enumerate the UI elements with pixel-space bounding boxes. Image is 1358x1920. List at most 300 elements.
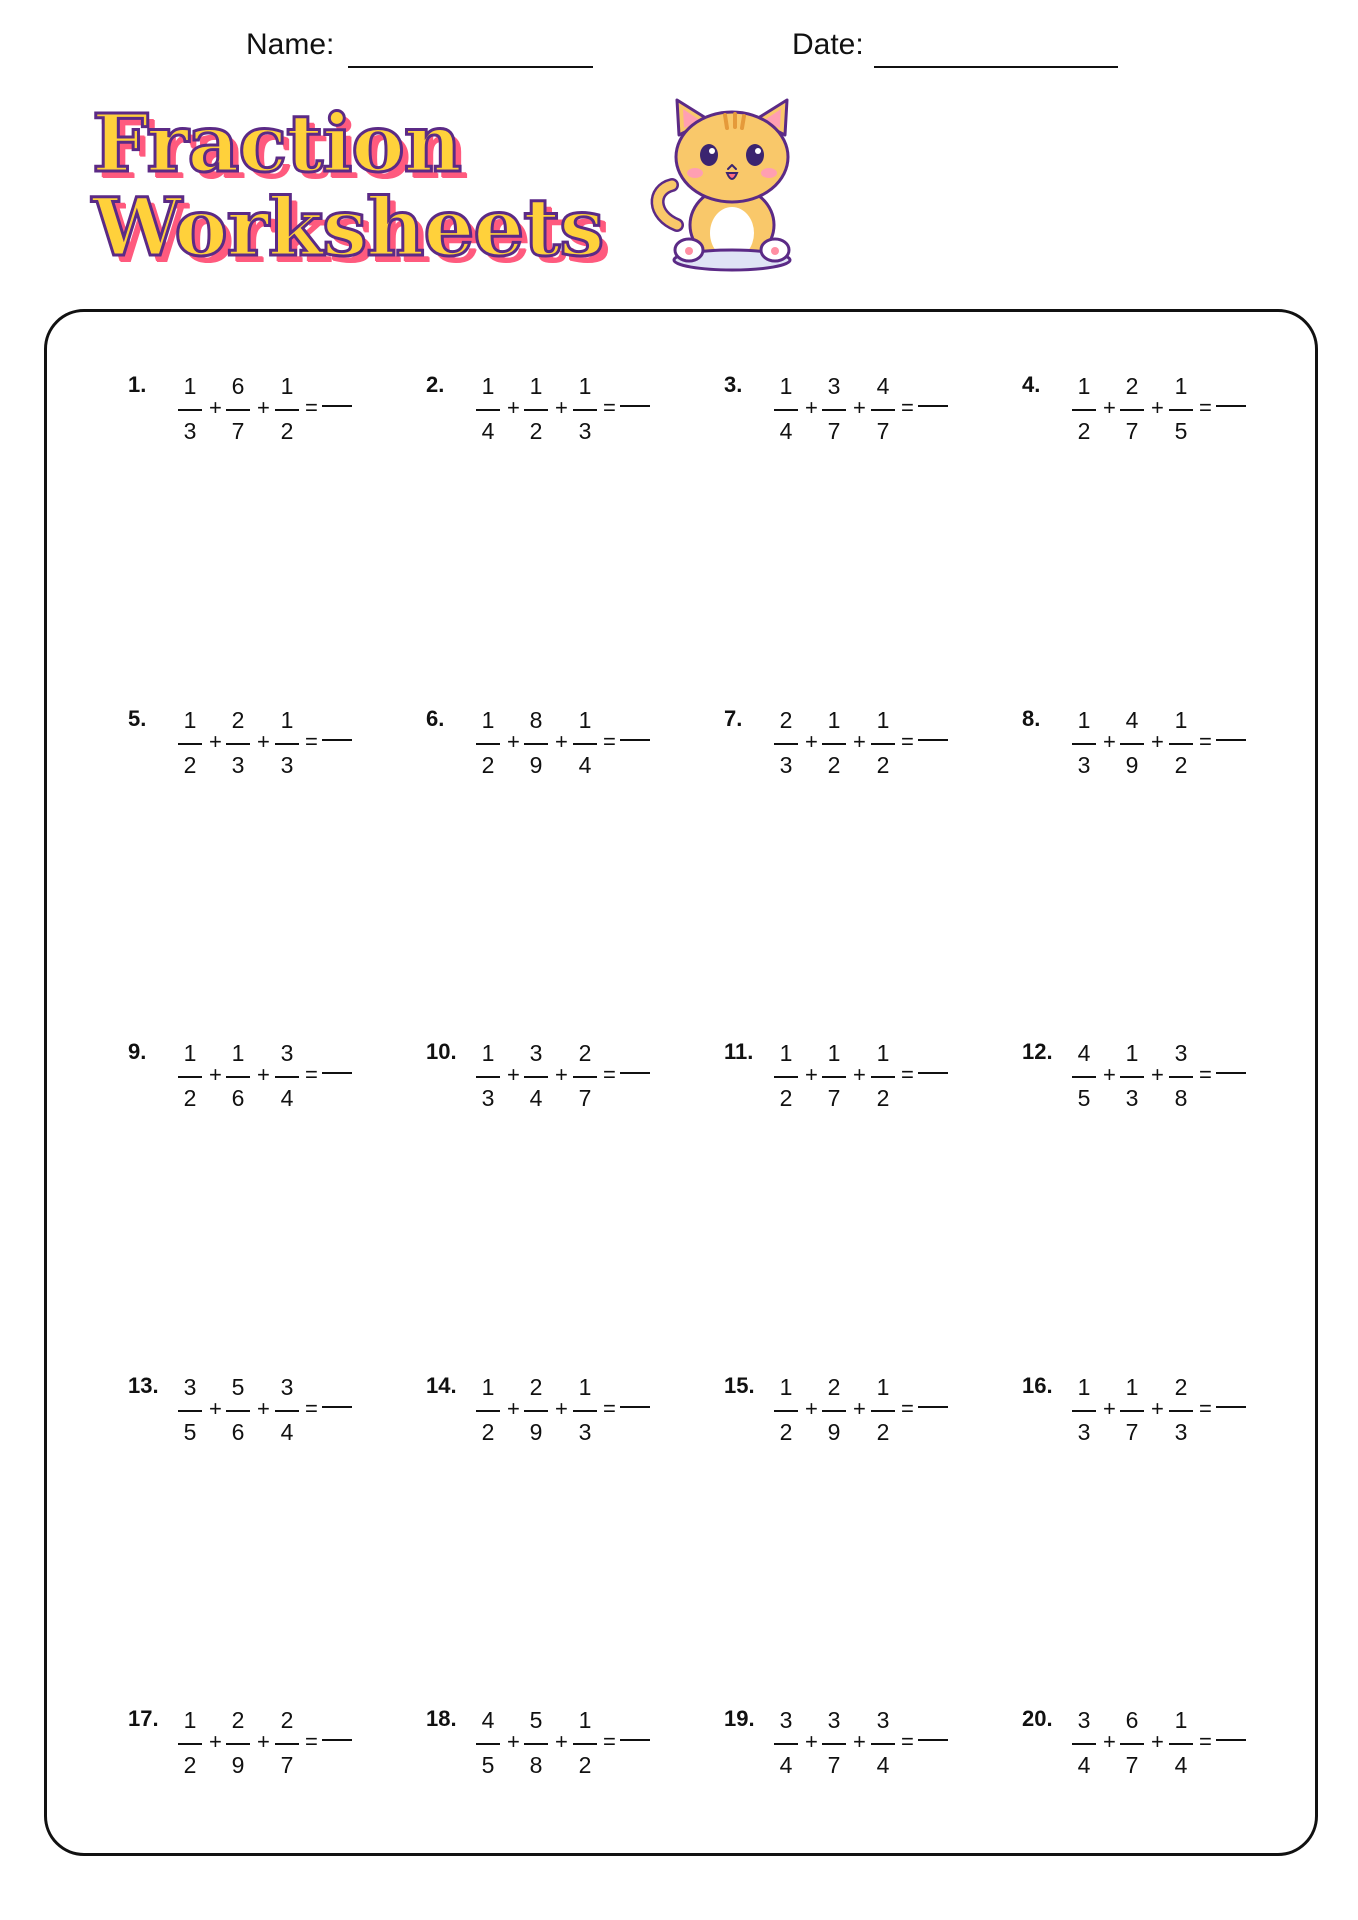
- equals-sign: =: [901, 395, 914, 420]
- fraction-bar: [573, 1076, 597, 1078]
- plus-sign: +: [853, 395, 866, 420]
- equals-sign: =: [305, 1062, 318, 1087]
- fraction-bar: [1120, 1076, 1144, 1078]
- answer-blank[interactable]: [322, 739, 352, 741]
- numerator: 1: [876, 707, 890, 733]
- denominator: 9: [231, 1752, 245, 1778]
- problem-item: [426, 1037, 666, 1127]
- equals-sign: =: [1199, 1062, 1212, 1087]
- numerator: 3: [827, 373, 841, 399]
- denominator: 9: [529, 1419, 543, 1445]
- answer-blank[interactable]: [322, 1072, 352, 1074]
- plus-sign: +: [1103, 729, 1116, 754]
- plus-sign: +: [1151, 1729, 1164, 1754]
- problem-number: 14.: [426, 1373, 457, 1398]
- problem-number: 7.: [724, 706, 743, 731]
- plus-sign: +: [805, 1062, 818, 1087]
- equals-sign: =: [305, 395, 318, 420]
- numerator: 1: [876, 1040, 890, 1066]
- fraction-bar: [275, 1743, 299, 1745]
- fraction-bar: [1072, 1410, 1096, 1412]
- numerator: 1: [1174, 1707, 1188, 1733]
- plus-sign: +: [257, 729, 270, 754]
- numerator: 1: [1125, 1040, 1139, 1066]
- equals-sign: =: [305, 1396, 318, 1421]
- problem-item: [128, 1371, 368, 1461]
- name-field[interactable]: [348, 66, 593, 68]
- cat-mascot-icon: [647, 95, 817, 275]
- answer-blank[interactable]: [620, 1739, 650, 1741]
- plus-sign: +: [555, 395, 568, 420]
- numerator: 2: [779, 707, 793, 733]
- denominator: 2: [827, 752, 841, 778]
- fraction-bar: [524, 1410, 548, 1412]
- fraction-bar: [476, 1743, 500, 1745]
- numerator: 6: [1125, 1707, 1139, 1733]
- numerator: 4: [1077, 1040, 1091, 1066]
- problem-item: [128, 370, 368, 460]
- numerator: 1: [779, 373, 793, 399]
- fraction-bar: [226, 743, 250, 745]
- plus-sign: +: [805, 1729, 818, 1754]
- denominator: 3: [578, 418, 592, 444]
- plus-sign: +: [555, 1729, 568, 1754]
- denominator: 4: [529, 1085, 543, 1111]
- fraction-bar: [178, 1743, 202, 1745]
- denominator: 3: [1077, 752, 1091, 778]
- fraction-bar: [226, 409, 250, 411]
- title-line-2: Worksheets: [92, 180, 604, 274]
- problem-number: 10.: [426, 1039, 457, 1064]
- numerator: 4: [876, 373, 890, 399]
- answer-blank[interactable]: [1216, 1739, 1246, 1741]
- answer-blank[interactable]: [918, 1739, 948, 1741]
- numerator: 3: [1077, 1707, 1091, 1733]
- numerator: 1: [231, 1040, 245, 1066]
- denominator: 8: [529, 1752, 543, 1778]
- fraction-bar: [524, 409, 548, 411]
- denominator: 2: [876, 752, 890, 778]
- plus-sign: +: [805, 1396, 818, 1421]
- problem-number: 12.: [1022, 1039, 1053, 1064]
- denominator: 9: [1125, 752, 1139, 778]
- denominator: 7: [1125, 1419, 1139, 1445]
- numerator: 1: [1077, 1374, 1091, 1400]
- numerator: 2: [231, 1707, 245, 1733]
- denominator: 3: [779, 752, 793, 778]
- denominator: 7: [231, 418, 245, 444]
- fraction-bar: [1120, 1743, 1144, 1745]
- denominator: 7: [827, 1752, 841, 1778]
- numerator: 1: [1125, 1374, 1139, 1400]
- denominator: 3: [578, 1419, 592, 1445]
- equals-sign: =: [603, 395, 616, 420]
- numerator: 5: [231, 1374, 245, 1400]
- denominator: 9: [827, 1419, 841, 1445]
- plus-sign: +: [209, 1396, 222, 1421]
- numerator: 6: [231, 373, 245, 399]
- numerator: 3: [280, 1374, 294, 1400]
- fraction-bar: [774, 409, 798, 411]
- plus-sign: +: [1151, 1062, 1164, 1087]
- fraction-bar: [1169, 743, 1193, 745]
- denominator: 7: [827, 418, 841, 444]
- problem-number: 20.: [1022, 1706, 1053, 1731]
- fraction-bar: [1169, 409, 1193, 411]
- plus-sign: +: [209, 1729, 222, 1754]
- plus-sign: +: [555, 729, 568, 754]
- header-row: [0, 28, 1358, 78]
- problem-number: 3.: [724, 372, 743, 397]
- numerator: 3: [529, 1040, 543, 1066]
- numerator: 2: [578, 1040, 592, 1066]
- plus-sign: +: [257, 1729, 270, 1754]
- problem-number: 6.: [426, 706, 445, 731]
- plus-sign: +: [1151, 395, 1164, 420]
- answer-blank[interactable]: [620, 405, 650, 407]
- answer-blank[interactable]: [918, 405, 948, 407]
- denominator: 6: [231, 1085, 245, 1111]
- fraction-bar: [774, 743, 798, 745]
- denominator: 3: [280, 752, 294, 778]
- problem-item: [426, 1704, 666, 1794]
- fraction-bar: [178, 1076, 202, 1078]
- plus-sign: +: [1103, 1729, 1116, 1754]
- fraction-bar: [1120, 743, 1144, 745]
- fraction-bar: [275, 1076, 299, 1078]
- denominator: 2: [481, 1419, 495, 1445]
- numerator: 3: [280, 1040, 294, 1066]
- numerator: 1: [183, 1707, 197, 1733]
- problem-item: [128, 704, 368, 794]
- answer-blank[interactable]: [918, 1406, 948, 1408]
- denominator: 2: [529, 418, 543, 444]
- numerator: 1: [280, 707, 294, 733]
- equals-sign: =: [1199, 1396, 1212, 1421]
- fraction-bar: [476, 1410, 500, 1412]
- denominator: 7: [1125, 1752, 1139, 1778]
- plus-sign: +: [1103, 1062, 1116, 1087]
- fraction-bar: [1120, 409, 1144, 411]
- date-label: Date:: [792, 28, 864, 61]
- problem-item: [426, 704, 666, 794]
- denominator: 3: [183, 418, 197, 444]
- fraction-bar: [1072, 743, 1096, 745]
- problem-number: 1.: [128, 372, 147, 397]
- numerator: 1: [481, 1040, 495, 1066]
- numerator: 1: [779, 1040, 793, 1066]
- fraction-bar: [822, 409, 846, 411]
- numerator: 3: [827, 1707, 841, 1733]
- denominator: 3: [1174, 1419, 1188, 1445]
- equals-sign: =: [901, 1729, 914, 1754]
- denominator: 4: [481, 418, 495, 444]
- numerator: 1: [183, 373, 197, 399]
- fraction-bar: [871, 409, 895, 411]
- fraction-bar: [774, 1743, 798, 1745]
- equals-sign: =: [1199, 1729, 1212, 1754]
- numerator: 3: [1174, 1040, 1188, 1066]
- fraction-bar: [275, 409, 299, 411]
- fraction-bar: [1072, 409, 1096, 411]
- numerator: 1: [578, 1374, 592, 1400]
- plus-sign: +: [209, 395, 222, 420]
- fraction-bar: [871, 743, 895, 745]
- fraction-bar: [871, 1743, 895, 1745]
- answer-blank[interactable]: [1216, 1072, 1246, 1074]
- problem-item: [1022, 370, 1262, 460]
- equals-sign: =: [305, 729, 318, 754]
- problem-item: [724, 1371, 964, 1461]
- denominator: 5: [183, 1419, 197, 1445]
- answer-blank[interactable]: [918, 1072, 948, 1074]
- plus-sign: +: [507, 1729, 520, 1754]
- numerator: 1: [1077, 707, 1091, 733]
- fraction-bar: [226, 1076, 250, 1078]
- answer-blank[interactable]: [1216, 405, 1246, 407]
- numerator: 2: [1174, 1374, 1188, 1400]
- plus-sign: +: [507, 1396, 520, 1421]
- numerator: 1: [280, 373, 294, 399]
- fraction-bar: [1169, 1076, 1193, 1078]
- equals-sign: =: [1199, 729, 1212, 754]
- fraction-bar: [524, 1076, 548, 1078]
- fraction-bar: [822, 743, 846, 745]
- denominator: 7: [578, 1085, 592, 1111]
- answer-blank[interactable]: [620, 739, 650, 741]
- fraction-bar: [1072, 1743, 1096, 1745]
- name-label: Name:: [246, 28, 335, 61]
- numerator: 1: [876, 1374, 890, 1400]
- plus-sign: +: [805, 395, 818, 420]
- equals-sign: =: [901, 1396, 914, 1421]
- worksheet-title: [92, 95, 732, 280]
- answer-blank[interactable]: [322, 1406, 352, 1408]
- plus-sign: +: [209, 729, 222, 754]
- denominator: 2: [876, 1085, 890, 1111]
- fraction-bar: [573, 743, 597, 745]
- fraction-bar: [476, 1076, 500, 1078]
- answer-blank[interactable]: [1216, 739, 1246, 741]
- fraction-bar: [774, 1076, 798, 1078]
- plus-sign: +: [853, 1396, 866, 1421]
- problem-number: 4.: [1022, 372, 1041, 397]
- denominator: 5: [1077, 1085, 1091, 1111]
- fraction-bar: [573, 1743, 597, 1745]
- fraction-bar: [226, 1743, 250, 1745]
- numerator: 2: [529, 1374, 543, 1400]
- problem-number: 9.: [128, 1039, 147, 1064]
- plus-sign: +: [555, 1396, 568, 1421]
- numerator: 1: [827, 1040, 841, 1066]
- numerator: 8: [529, 707, 543, 733]
- denominator: 3: [1077, 1419, 1091, 1445]
- equals-sign: =: [603, 1729, 616, 1754]
- denominator: 2: [183, 752, 197, 778]
- problem-number: 17.: [128, 1706, 159, 1731]
- problem-item: [426, 1371, 666, 1461]
- denominator: 5: [1174, 418, 1188, 444]
- fraction-bar: [1120, 1410, 1144, 1412]
- plus-sign: +: [555, 1062, 568, 1087]
- problem-number: 8.: [1022, 706, 1041, 731]
- numerator: 5: [529, 1707, 543, 1733]
- plus-sign: +: [1151, 729, 1164, 754]
- denominator: 4: [779, 418, 793, 444]
- denominator: 2: [1077, 418, 1091, 444]
- problem-item: [724, 704, 964, 794]
- fraction-bar: [871, 1410, 895, 1412]
- title-line-1: Fraction: [92, 96, 461, 190]
- fraction-bar: [226, 1410, 250, 1412]
- denominator: 2: [779, 1085, 793, 1111]
- denominator: 2: [183, 1085, 197, 1111]
- answer-blank[interactable]: [620, 1406, 650, 1408]
- fraction-bar: [275, 1410, 299, 1412]
- plus-sign: +: [257, 1396, 270, 1421]
- numerator: 1: [183, 1040, 197, 1066]
- denominator: 2: [578, 1752, 592, 1778]
- denominator: 5: [481, 1752, 495, 1778]
- fraction-bar: [1169, 1743, 1193, 1745]
- problem-item: [128, 1037, 368, 1127]
- fraction-bar: [524, 1743, 548, 1745]
- plus-sign: +: [507, 1062, 520, 1087]
- denominator: 8: [1174, 1085, 1188, 1111]
- plus-sign: +: [257, 1062, 270, 1087]
- answer-blank[interactable]: [322, 405, 352, 407]
- plus-sign: +: [853, 729, 866, 754]
- plus-sign: +: [853, 1729, 866, 1754]
- numerator: 2: [1125, 373, 1139, 399]
- problem-item: [1022, 1704, 1262, 1794]
- denominator: 2: [876, 1419, 890, 1445]
- problem-number: 2.: [426, 372, 445, 397]
- denominator: 3: [481, 1085, 495, 1111]
- fraction-bar: [822, 1743, 846, 1745]
- denominator: 9: [529, 752, 543, 778]
- numerator: 1: [578, 707, 592, 733]
- numerator: 1: [578, 1707, 592, 1733]
- problem-number: 16.: [1022, 1373, 1053, 1398]
- problem-number: 13.: [128, 1373, 159, 1398]
- denominator: 2: [1174, 752, 1188, 778]
- plus-sign: +: [853, 1062, 866, 1087]
- plus-sign: +: [1103, 395, 1116, 420]
- numerator: 3: [779, 1707, 793, 1733]
- problem-item: [128, 1704, 368, 1794]
- denominator: 2: [183, 1752, 197, 1778]
- denominator: 4: [280, 1419, 294, 1445]
- numerator: 1: [481, 1374, 495, 1400]
- denominator: 4: [1174, 1752, 1188, 1778]
- denominator: 2: [280, 418, 294, 444]
- problem-number: 19.: [724, 1706, 755, 1731]
- denominator: 4: [1077, 1752, 1091, 1778]
- answer-blank[interactable]: [620, 1072, 650, 1074]
- fraction-bar: [178, 1410, 202, 1412]
- equals-sign: =: [603, 1062, 616, 1087]
- problem-item: [724, 370, 964, 460]
- denominator: 4: [779, 1752, 793, 1778]
- denominator: 7: [876, 418, 890, 444]
- numerator: 2: [280, 1707, 294, 1733]
- numerator: 1: [1174, 373, 1188, 399]
- denominator: 2: [481, 752, 495, 778]
- denominator: 7: [1125, 418, 1139, 444]
- answer-blank[interactable]: [918, 739, 948, 741]
- problem-item: [1022, 704, 1262, 794]
- plus-sign: +: [507, 395, 520, 420]
- fraction-bar: [573, 409, 597, 411]
- numerator: 1: [578, 373, 592, 399]
- fraction-bar: [1072, 1076, 1096, 1078]
- fraction-bar: [822, 1076, 846, 1078]
- denominator: 3: [231, 752, 245, 778]
- numerator: 4: [481, 1707, 495, 1733]
- fraction-bar: [774, 1410, 798, 1412]
- problem-number: 5.: [128, 706, 147, 731]
- answer-blank[interactable]: [1216, 1406, 1246, 1408]
- equals-sign: =: [901, 1062, 914, 1087]
- problem-item: [724, 1037, 964, 1127]
- plus-sign: +: [257, 395, 270, 420]
- problem-item: [426, 370, 666, 460]
- fraction-bar: [871, 1076, 895, 1078]
- problem-number: 18.: [426, 1706, 457, 1731]
- fraction-bar: [1169, 1410, 1193, 1412]
- numerator: 1: [481, 373, 495, 399]
- denominator: 3: [1125, 1085, 1139, 1111]
- plus-sign: +: [805, 729, 818, 754]
- fraction-bar: [178, 409, 202, 411]
- date-field[interactable]: [874, 66, 1118, 68]
- equals-sign: =: [603, 1396, 616, 1421]
- answer-blank[interactable]: [322, 1739, 352, 1741]
- numerator: 2: [231, 707, 245, 733]
- numerator: 1: [529, 373, 543, 399]
- denominator: 7: [827, 1085, 841, 1111]
- problem-item: [1022, 1371, 1262, 1461]
- numerator: 2: [827, 1374, 841, 1400]
- equals-sign: =: [305, 1729, 318, 1754]
- fraction-bar: [822, 1410, 846, 1412]
- numerator: 3: [183, 1374, 197, 1400]
- equals-sign: =: [603, 729, 616, 754]
- problem-item: [724, 1704, 964, 1794]
- problem-item: [1022, 1037, 1262, 1127]
- problem-number: 15.: [724, 1373, 755, 1398]
- numerator: 3: [876, 1707, 890, 1733]
- equals-sign: =: [1199, 395, 1212, 420]
- fraction-bar: [524, 743, 548, 745]
- numerator: 4: [1125, 707, 1139, 733]
- problem-number: 11.: [724, 1039, 754, 1064]
- fraction-bar: [476, 409, 500, 411]
- fraction-bar: [178, 743, 202, 745]
- denominator: 6: [231, 1419, 245, 1445]
- numerator: 1: [1174, 707, 1188, 733]
- equals-sign: =: [901, 729, 914, 754]
- numerator: 1: [481, 707, 495, 733]
- plus-sign: +: [1151, 1396, 1164, 1421]
- fraction-bar: [573, 1410, 597, 1412]
- plus-sign: +: [507, 729, 520, 754]
- denominator: 2: [779, 1419, 793, 1445]
- plus-sign: +: [209, 1062, 222, 1087]
- denominator: 4: [578, 752, 592, 778]
- fraction-bar: [476, 743, 500, 745]
